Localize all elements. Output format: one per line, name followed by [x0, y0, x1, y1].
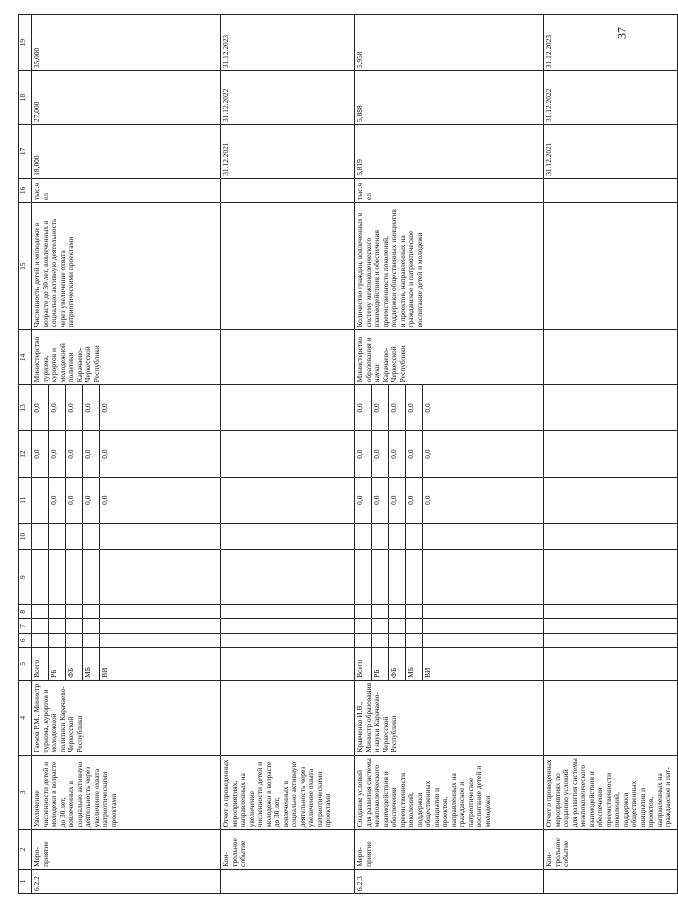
date-cell: 31.12.2023: [221, 15, 355, 71]
value-cell: 0,0: [372, 385, 389, 431]
date-cell: 31.12.2022: [544, 71, 678, 125]
cell: [389, 619, 406, 633]
cell: [66, 605, 83, 619]
indicator-value-2022: 5,888: [355, 71, 544, 125]
col-num: 9: [19, 550, 32, 605]
unit: тыс.чел: [32, 178, 221, 202]
value-cell: 0,0: [406, 385, 423, 431]
column-number-row: [19, 15, 32, 894]
date-cell: 31.12.2022: [221, 71, 355, 125]
cell: [49, 633, 66, 647]
col-num: 6: [19, 633, 32, 647]
cell: [49, 550, 66, 605]
col-num: 10: [19, 523, 32, 549]
value-cell: 0,0: [372, 431, 389, 477]
cell: [544, 330, 678, 385]
cell: [221, 619, 355, 633]
cell: [355, 550, 372, 605]
cell: [355, 619, 372, 633]
row-type: Кон-трольное событие: [544, 830, 678, 870]
cell: [406, 550, 423, 605]
cell: [355, 605, 372, 619]
cell: [49, 605, 66, 619]
col-num: 16: [19, 178, 32, 202]
value-cell: 0,0: [100, 431, 221, 477]
program-table: [18, 14, 678, 894]
cell: [406, 619, 423, 633]
cell: [66, 523, 83, 549]
cell: [389, 633, 406, 647]
indicator-value-2021: 18,000: [32, 124, 221, 178]
col-num: 13: [19, 385, 32, 431]
cell: [100, 633, 221, 647]
activity-name: Создание условий для развития системы межпоколенческого взаимодействия и обеспечения преемственности поколений, поддержки общественных инициатив и проектов, направленных на гражданское и патриотическое воспитание детей и молодежи: [355, 755, 544, 830]
value-cell: 0,0: [100, 477, 221, 523]
value-cell: 0,0: [66, 385, 83, 431]
cell: [355, 523, 372, 549]
cell: [221, 385, 355, 431]
col-num: 5: [19, 647, 32, 680]
cell: [544, 202, 678, 329]
page-number: 37: [614, 27, 629, 39]
cell: [221, 523, 355, 549]
ministry: Министерство туризма, курортов и молодежной политики Карачаево-Черкесской Республики: [32, 330, 221, 385]
ministry: Министерство образования и науки Карачаево-Черкесской Республики: [355, 330, 544, 385]
cell: [221, 680, 355, 755]
cell: [406, 523, 423, 549]
cell: [544, 605, 678, 619]
funding-source: Всего: [32, 647, 49, 680]
cell: [83, 605, 100, 619]
value-cell: 0,0: [83, 477, 100, 523]
cell: [221, 605, 355, 619]
table-row: [221, 15, 355, 894]
cell: [372, 633, 389, 647]
cell: [221, 647, 355, 680]
value-cell: 0,0: [66, 431, 83, 477]
cell: [544, 869, 678, 893]
value-cell: 0,0: [389, 385, 406, 431]
value-cell: 0,0: [372, 477, 389, 523]
value-cell: 0,0: [49, 477, 66, 523]
cell: [32, 550, 49, 605]
value-cell: 0,0: [100, 385, 221, 431]
col-num: 4: [19, 680, 32, 755]
value-cell: 0,0: [423, 385, 544, 431]
table-row: [544, 15, 678, 894]
value-cell: 0,0: [83, 385, 100, 431]
value-cell: [32, 477, 49, 523]
funding-source: ФБ: [66, 647, 83, 680]
value-cell: 0,0: [32, 431, 49, 477]
cell: [221, 550, 355, 605]
cell: [423, 605, 544, 619]
responsible-executor: Кравченко И.В., Министр образования и науки Карачаево-Черкесской Республики: [355, 680, 544, 755]
cell: [544, 523, 678, 549]
cell: [221, 633, 355, 647]
value-cell: 0,0: [83, 431, 100, 477]
cell: [100, 619, 221, 633]
cell: [83, 523, 100, 549]
cell: [423, 633, 544, 647]
indicator-value-2023: 35,000: [32, 15, 221, 71]
funding-source: РБ: [372, 647, 389, 680]
cell: [389, 550, 406, 605]
col-num: 2: [19, 830, 32, 870]
unit: тыс.чел: [355, 178, 544, 202]
cell: [32, 605, 49, 619]
cell: [221, 477, 355, 523]
cell: [66, 619, 83, 633]
cell: [372, 605, 389, 619]
cell: [32, 619, 49, 633]
indicator: Количество граждан, вовлеченных в систему межпоколенческого взаимодействия и обеспечения преемственности поколений, поддержки общественных инициатив и проектов, направленных на гражданское и патриотическое воспитание детей и молодежи: [355, 202, 544, 329]
cell: [66, 550, 83, 605]
cell: [100, 605, 221, 619]
cell: [544, 647, 678, 680]
cell: [355, 633, 372, 647]
cell: [221, 202, 355, 329]
cell: [100, 550, 221, 605]
col-num: 8: [19, 605, 32, 619]
col-num: 19: [19, 15, 32, 71]
cell: [389, 523, 406, 549]
cell: [221, 330, 355, 385]
value-cell: 0,0: [32, 385, 49, 431]
date-cell: 31.12.2021: [544, 124, 678, 178]
date-cell: 31.12.2023: [544, 15, 678, 71]
row-number: 6.2.3: [355, 869, 544, 893]
value-cell: 0,0: [66, 477, 83, 523]
funding-source: Всего: [355, 647, 372, 680]
value-cell: 0,0: [406, 477, 423, 523]
cell: [544, 385, 678, 431]
row-number: 6.2.2: [32, 869, 221, 893]
value-cell: 0,0: [49, 431, 66, 477]
value-cell: 0,0: [389, 477, 406, 523]
col-num: 7: [19, 619, 32, 633]
indicator-value-2022: 27,000: [32, 71, 221, 125]
cell: [83, 550, 100, 605]
cell: [66, 633, 83, 647]
table-row: [32, 15, 49, 894]
value-cell: 0,0: [49, 385, 66, 431]
cell: [49, 523, 66, 549]
col-num: 18: [19, 71, 32, 125]
indicator: Численность детей и молодежи в возрасте до 30 лет, вовлеченных в социально активную деятельность через увеличение охвата патриотическими проектами: [32, 202, 221, 329]
cell: [544, 680, 678, 755]
value-cell: 0,0: [355, 431, 372, 477]
indicator-value-2023: 5,958: [355, 15, 544, 71]
cell: [389, 605, 406, 619]
value-cell: 0,0: [423, 431, 544, 477]
cell: [83, 619, 100, 633]
col-num: 1: [19, 869, 32, 893]
cell: [544, 477, 678, 523]
activity-name: Отчет о проведенных мероприятиях по созданию условий для развития системы межпоколенческого взаимодействия и обеспечения преемственности поколений, поддержки общественных инициатив и проектов, направленных на гражданское и пат-: [544, 755, 678, 830]
value-cell: 0,0: [355, 385, 372, 431]
cell: [423, 523, 544, 549]
funding-source: ФБ: [389, 647, 406, 680]
row-type: Кон-трольное событие: [221, 830, 355, 870]
col-num: 3: [19, 755, 32, 830]
funding-source: ВИ: [423, 647, 544, 680]
cell: [544, 431, 678, 477]
cell: [221, 178, 355, 202]
date-cell: 31.12.2021: [221, 124, 355, 178]
funding-source: ВИ: [100, 647, 221, 680]
row-type: Меро-приятие: [32, 830, 221, 870]
funding-source: РБ: [49, 647, 66, 680]
value-cell: 0,0: [423, 477, 544, 523]
cell: [372, 523, 389, 549]
value-cell: 0,0: [355, 477, 372, 523]
cell: [32, 523, 49, 549]
cell: [100, 523, 221, 549]
cell: [49, 619, 66, 633]
col-num: 11: [19, 477, 32, 523]
cell: [423, 619, 544, 633]
cell: [32, 633, 49, 647]
cell: [406, 605, 423, 619]
cell: [544, 619, 678, 633]
col-num: 17: [19, 124, 32, 178]
value-cell: 0,0: [406, 431, 423, 477]
responsible-executor: Гаеков Р.М., Министр туризма, курортов и молодежной политики Карачаево-Черкесской Республики: [32, 680, 221, 755]
cell: [221, 431, 355, 477]
activity-name: Увеличение численности детей и молодежи в возрасте до 30 лет, вовлеченных в социально активную деятельность через увеличение охвата патриотическими проектами: [32, 755, 221, 830]
row-type: Меро-приятие: [355, 830, 544, 870]
funding-source: МБ: [83, 647, 100, 680]
cell: [221, 869, 355, 893]
indicator-value-2021: 5,819: [355, 124, 544, 178]
cell: [544, 633, 678, 647]
activity-name: Отчет о проведенных мероприятиях, направленных на увеличение численности детей и молодежи в возрасте до 30 лет, вовлеченных в социально активную деятельность через увеличение охвата патриотическими проектами: [221, 755, 355, 830]
cell: [423, 550, 544, 605]
col-num: 15: [19, 202, 32, 329]
cell: [372, 619, 389, 633]
col-num: 14: [19, 330, 32, 385]
col-num: 12: [19, 431, 32, 477]
cell: [83, 633, 100, 647]
cell: [406, 633, 423, 647]
cell: [544, 550, 678, 605]
funding-source: МБ: [406, 647, 423, 680]
value-cell: 0,0: [389, 431, 406, 477]
table-row: [355, 15, 372, 894]
cell: [544, 178, 678, 202]
cell: [372, 550, 389, 605]
